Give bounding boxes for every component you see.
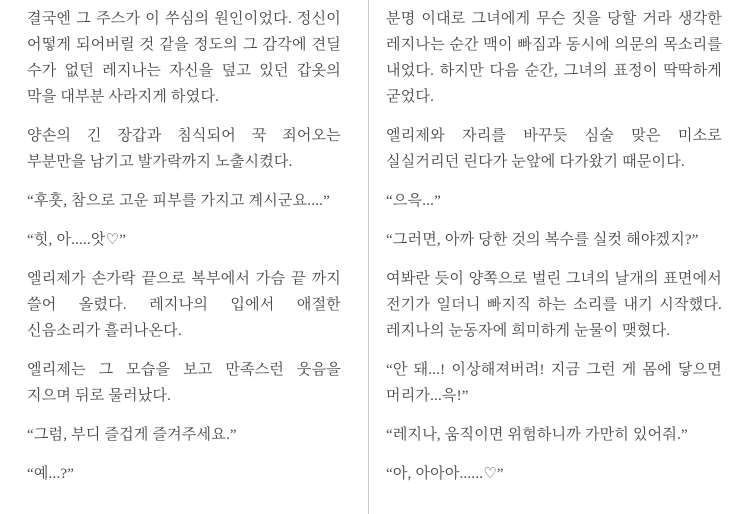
dialogue-line: “힛, 아.....앗♡”: [27, 232, 127, 248]
paragraph: 분명 이대로 그녀에게 무슨 짓을 당할 거라 생각한 레지나는 순간 맥이 빠짐과 동시에 의문의 목소리를 내었다. 하지만 다음 순간, 그녀의 표정이 딱딱하게 굳었다.: [386, 11, 722, 105]
paragraph: 양손의 긴 장갑과 침식되어 꾹 죄어오는 부분만을 남기고 발가락까지 노출시켰다.: [27, 128, 341, 170]
right-page[interactable]: [369, 0, 736, 514]
dialogue-line: “으윽...”: [386, 193, 441, 209]
dialogue-line: “그럼, 부디 즐겁게 즐겨주세요.”: [27, 427, 237, 443]
paragraph: 여봐란 듯이 양쪽으로 벌린 그녀의 날개의 표면에서 전기가 일더니 빠지직 하는 소리를 내기 시작했다. 레지나의 눈동자에 희미하게 눈물이 맺혔다.: [386, 271, 722, 339]
dialogue-line: “예...?”: [27, 466, 75, 482]
paragraph: 엘리제가 손가락 끝으로 복부에서 가슴 끝 까지 쓸어 올렸다. 레지나의 입에서 애절한 신음소리가 흘러나온다.: [27, 271, 341, 339]
dialogue-line: “후훗, 참으로 고운 피부를 가지고 계시군요....”: [27, 193, 330, 209]
paragraph: 엘리제와 자리를 바꾸듯 심술 맞은 미소로 실실거리던 린다가 눈앞에 다가왔기 때문이다.: [386, 128, 722, 170]
paragraph: 엘리제는 그 모습을 보고 만족스런 웃음을 지으며 뒤로 물러났다.: [27, 362, 341, 404]
dialogue-line: “아, 아아아......♡”: [386, 466, 504, 482]
dialogue-line: “그러면, 아까 당한 것의 복수를 실컷 해야겠지?”: [386, 232, 699, 248]
dialogue-line: “안 돼...! 이상해져버려! 지금 그런 게 몸에 닿으면 머리가...윽!”: [386, 362, 722, 404]
dialogue-line: “레지나, 움직이면 위험하니까 가만히 있어줘.”: [386, 427, 688, 443]
paragraph: 결국엔 그 주스가 이 쑤심의 원인이었다. 정신이 어떻게 되어버릴 것 같을 정도의 그 감각에 견딜 수가 없던 레지나는 자신을 덮고 있던 갑옷의 막을 대부분 사라지게 하였다.: [27, 11, 341, 105]
